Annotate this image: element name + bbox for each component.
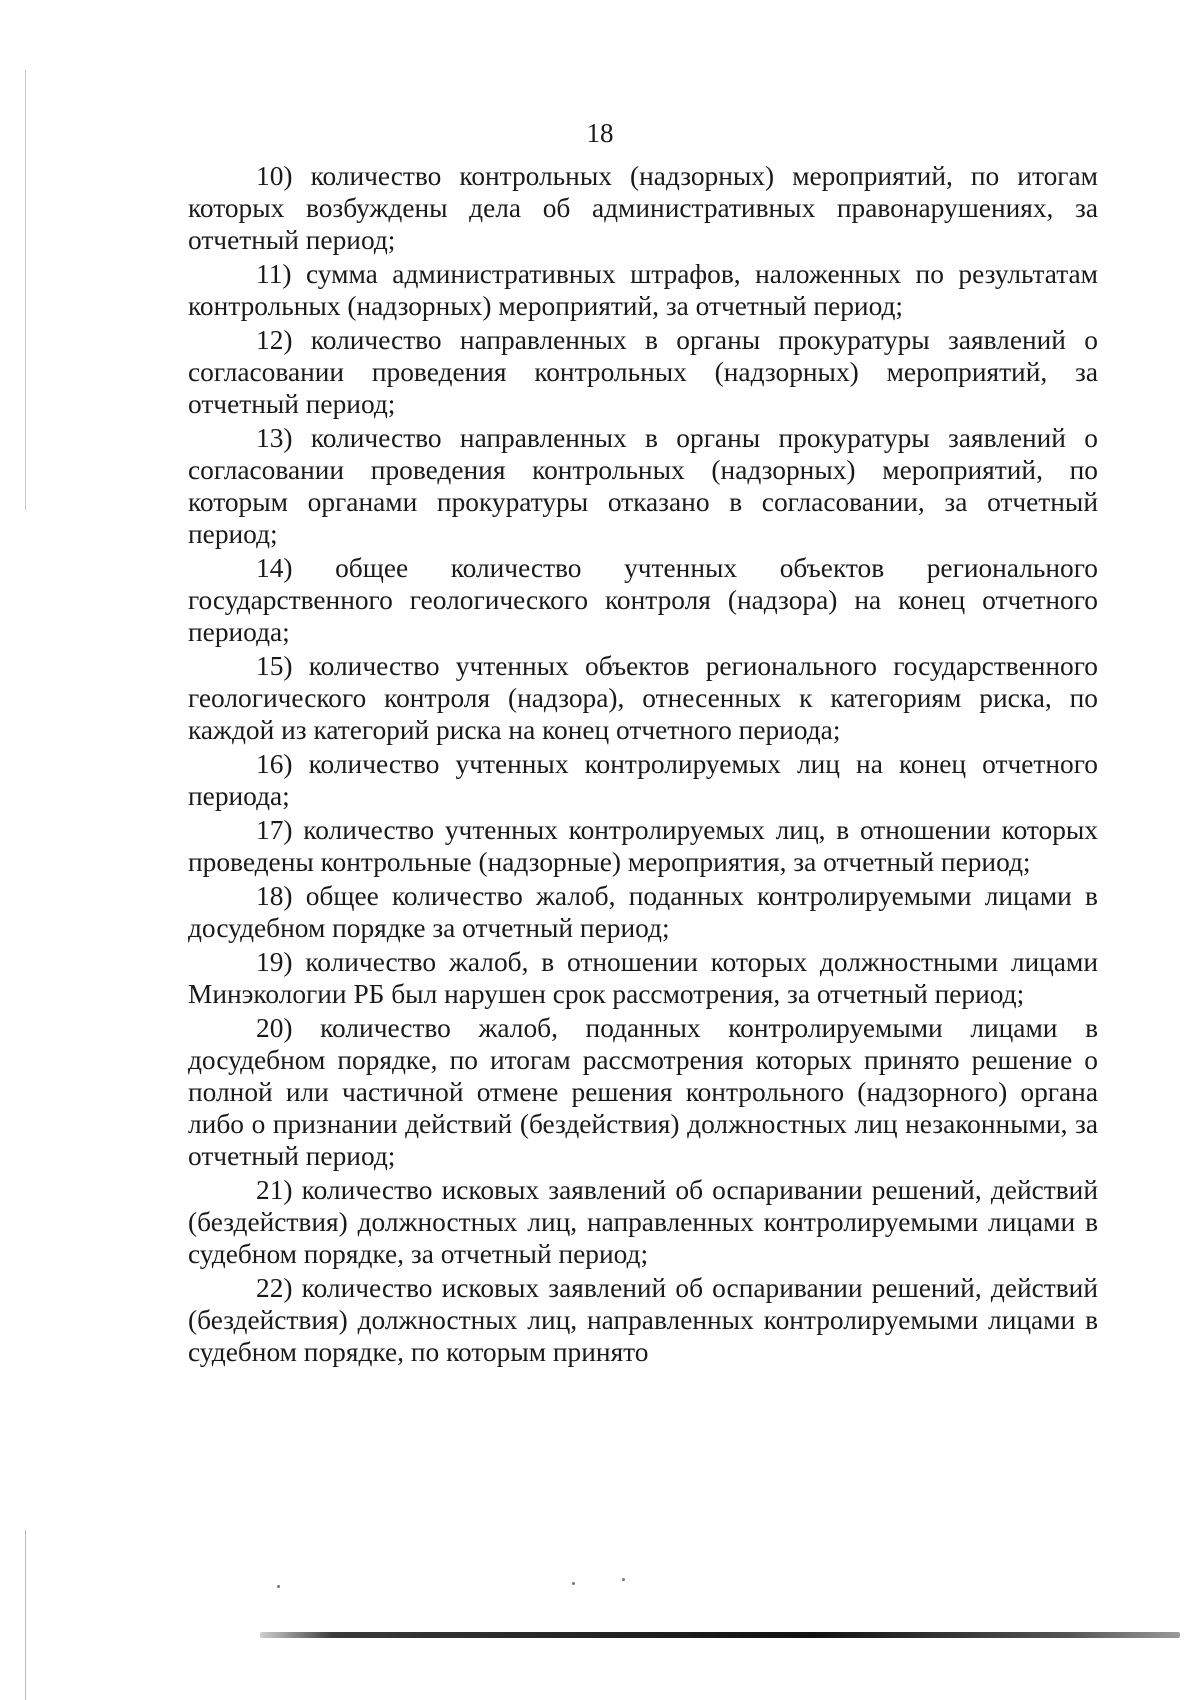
list-item-15: 15) количество учтенных объектов регионального государственного геологического контроля (надзора), отнесенных к категориям риска, по каждой из категорий риска на конец отчетного периода; [188, 651, 1098, 745]
scan-speck [622, 1578, 625, 1581]
scan-edge-bottom [25, 1530, 26, 1700]
document-body [188, 160, 1098, 1370]
page-number: 18 [586, 118, 614, 148]
scan-speck [572, 1582, 575, 1585]
list-item-19: 19) количество жалоб, в отношении которых должностными лицами Минэкологии РБ был нарушен срок рассмотрения, за отчетный период; [188, 947, 1098, 1009]
list-item-10: 10) количество контрольных (надзорных) мероприятий, по итогам которых возбуждены дела об административных правонарушениях, за отчетный период; [188, 161, 1098, 255]
list-item-14: 14) общее количество учтенных объектов регионального государственного геологического контроля (надзора) на конец отчетного периода; [188, 553, 1098, 647]
list-item-22: 22) количество исковых заявлений об оспаривании решений, действий (бездействия) должностных лиц, направленных контролируемыми лицами в судебном порядке, по которым принято [188, 1273, 1098, 1367]
list-item-17: 17) количество учтенных контролируемых лиц, в отношении которых проведены контрольные (надзорные) мероприятия, за отчетный период; [188, 815, 1098, 877]
list-item-20: 20) количество жалоб, поданных контролируемыми лицами в досудебном порядке, по итогам рассмотрения которых принято решение о полной или частичной отмене решения контрольного (надзорного) органа либо о признании действий (бездействия) должностных лиц незаконными, за отчетный период; [188, 1013, 1098, 1171]
scan-bottom-bar [260, 1632, 1180, 1638]
list-item-21: 21) количество исковых заявлений об оспаривании решений, действий (бездействия) должностных лиц, направленных контролируемыми лицами в судебном порядке, за отчетный период; [188, 1175, 1098, 1269]
scan-speck [277, 1585, 280, 1588]
list-item-18: 18) общее количество жалоб, поданных контролируемыми лицами в досудебном порядке за отчетный период; [188, 881, 1098, 943]
list-item-11: 11) сумма административных штрафов, наложенных по результатам контрольных (надзорных) мероприятий, за отчетный период; [188, 259, 1098, 321]
list-item-16: 16) количество учтенных контролируемых лиц на конец отчетного периода; [188, 749, 1098, 811]
list-item-13: 13) количество направленных в органы прокуратуры заявлений о согласовании проведения контрольных (надзорных) мероприятий, по которым органами прокуратуры отказано в согласовании, за отчетный период; [188, 423, 1098, 549]
list-item-12: 12) количество направленных в органы прокуратуры заявлений о согласовании проведения контрольных (надзорных) мероприятий, за отчетный период; [188, 325, 1098, 419]
